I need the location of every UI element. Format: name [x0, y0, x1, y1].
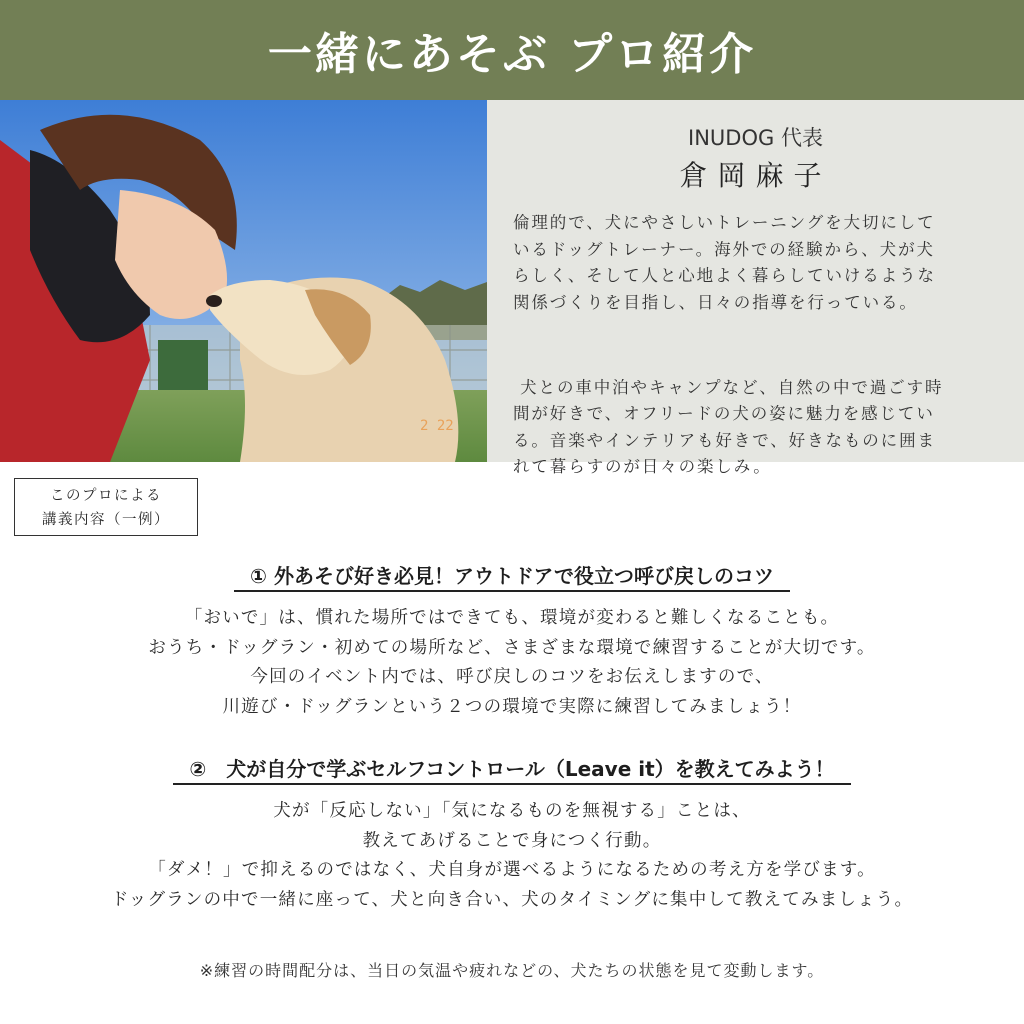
body-line: 「おいで」は、慣れた場所ではできても、環境が変わると難しくなることも。 [184, 608, 840, 628]
bio-line: 倫理的で、犬にやさしいトレーニングを大切にして [513, 213, 936, 232]
trainer-with-dog-illustration [0, 100, 487, 462]
bio-line: らしく、そして人と心地よく暮らしていけるような [513, 266, 936, 285]
body-line: 今回のイベント内では、呼び戻しのコツをお伝えしますので、 [250, 667, 774, 687]
bio-line: 犬との車中泊やキャンプなど、自然の中で過ごす時 [513, 377, 944, 397]
bio-line: 間が好きで、オフリードの犬の姿に魅力を感じてい [513, 404, 935, 423]
trainer-name: 倉岡麻子 [679, 159, 832, 192]
body-line: 「ダメ！」で抑えるのではなく、犬自身が選べるようになるための考え方を学びます。 [148, 860, 876, 880]
body-line: 犬が「反応しない」「気になるものを無視する」ことは、 [273, 801, 751, 821]
section-2-body [0, 797, 1024, 915]
trainer-role: INUDOG 代表 [688, 126, 823, 150]
section-1-body [0, 604, 1024, 722]
lecture-label-line: このプロによる [50, 488, 162, 504]
footnote: ※練習の時間配分は、当日の気温や疲れなどの、犬たちの状態を見て変動します。 [199, 961, 825, 980]
bio-paragraph-1 [513, 210, 1008, 316]
profile-panel [487, 100, 1024, 476]
page-title: 一緒にあそぶ プロ紹介 [267, 29, 757, 80]
section-2-title-text: ② 犬が自分で学ぶセルフコントロール（Leave it）を教えてみよう！ [173, 757, 850, 785]
lecture-label-line: 講義内容（一例） [42, 512, 170, 528]
section-2-title [0, 753, 1024, 782]
bio-line: いるドッグトレーナー。海外での経験から、犬が犬 [513, 239, 935, 259]
section-1-title [0, 560, 1024, 589]
body-line: ドッグランの中で一緒に座って、犬と向き合い、犬のタイミングに集中して教えてみましょう。 [110, 889, 914, 910]
photo-date-stamp: 2 22 [420, 418, 454, 434]
bio-line: る。音楽やインテリアも好きで、好きなものに囲ま [513, 430, 936, 450]
lecture-label-box [14, 478, 198, 536]
body-line: おうち・ドッグラン・初めての場所など、さまざまな環境で練習することが大切です。 [148, 637, 876, 658]
section-1-title-text: ① 外あそび好き必見！アウトドアで役立つ呼び戻しのコツ [234, 564, 790, 592]
body-line: 教えてあげることで身につく行動。 [362, 830, 662, 851]
body-line: 川遊び・ドッグランという２つの環境で実際に練習してみましょう！ [222, 696, 802, 717]
bio-line: 関係づくりを目指し、日々の指導を行っている。 [513, 292, 918, 312]
trainer-photo [0, 100, 487, 462]
bio-line: れて暮らすのが日々の楽しみ。 [513, 457, 772, 476]
bio-paragraph-2 [513, 348, 1008, 481]
header-banner [0, 0, 1024, 100]
